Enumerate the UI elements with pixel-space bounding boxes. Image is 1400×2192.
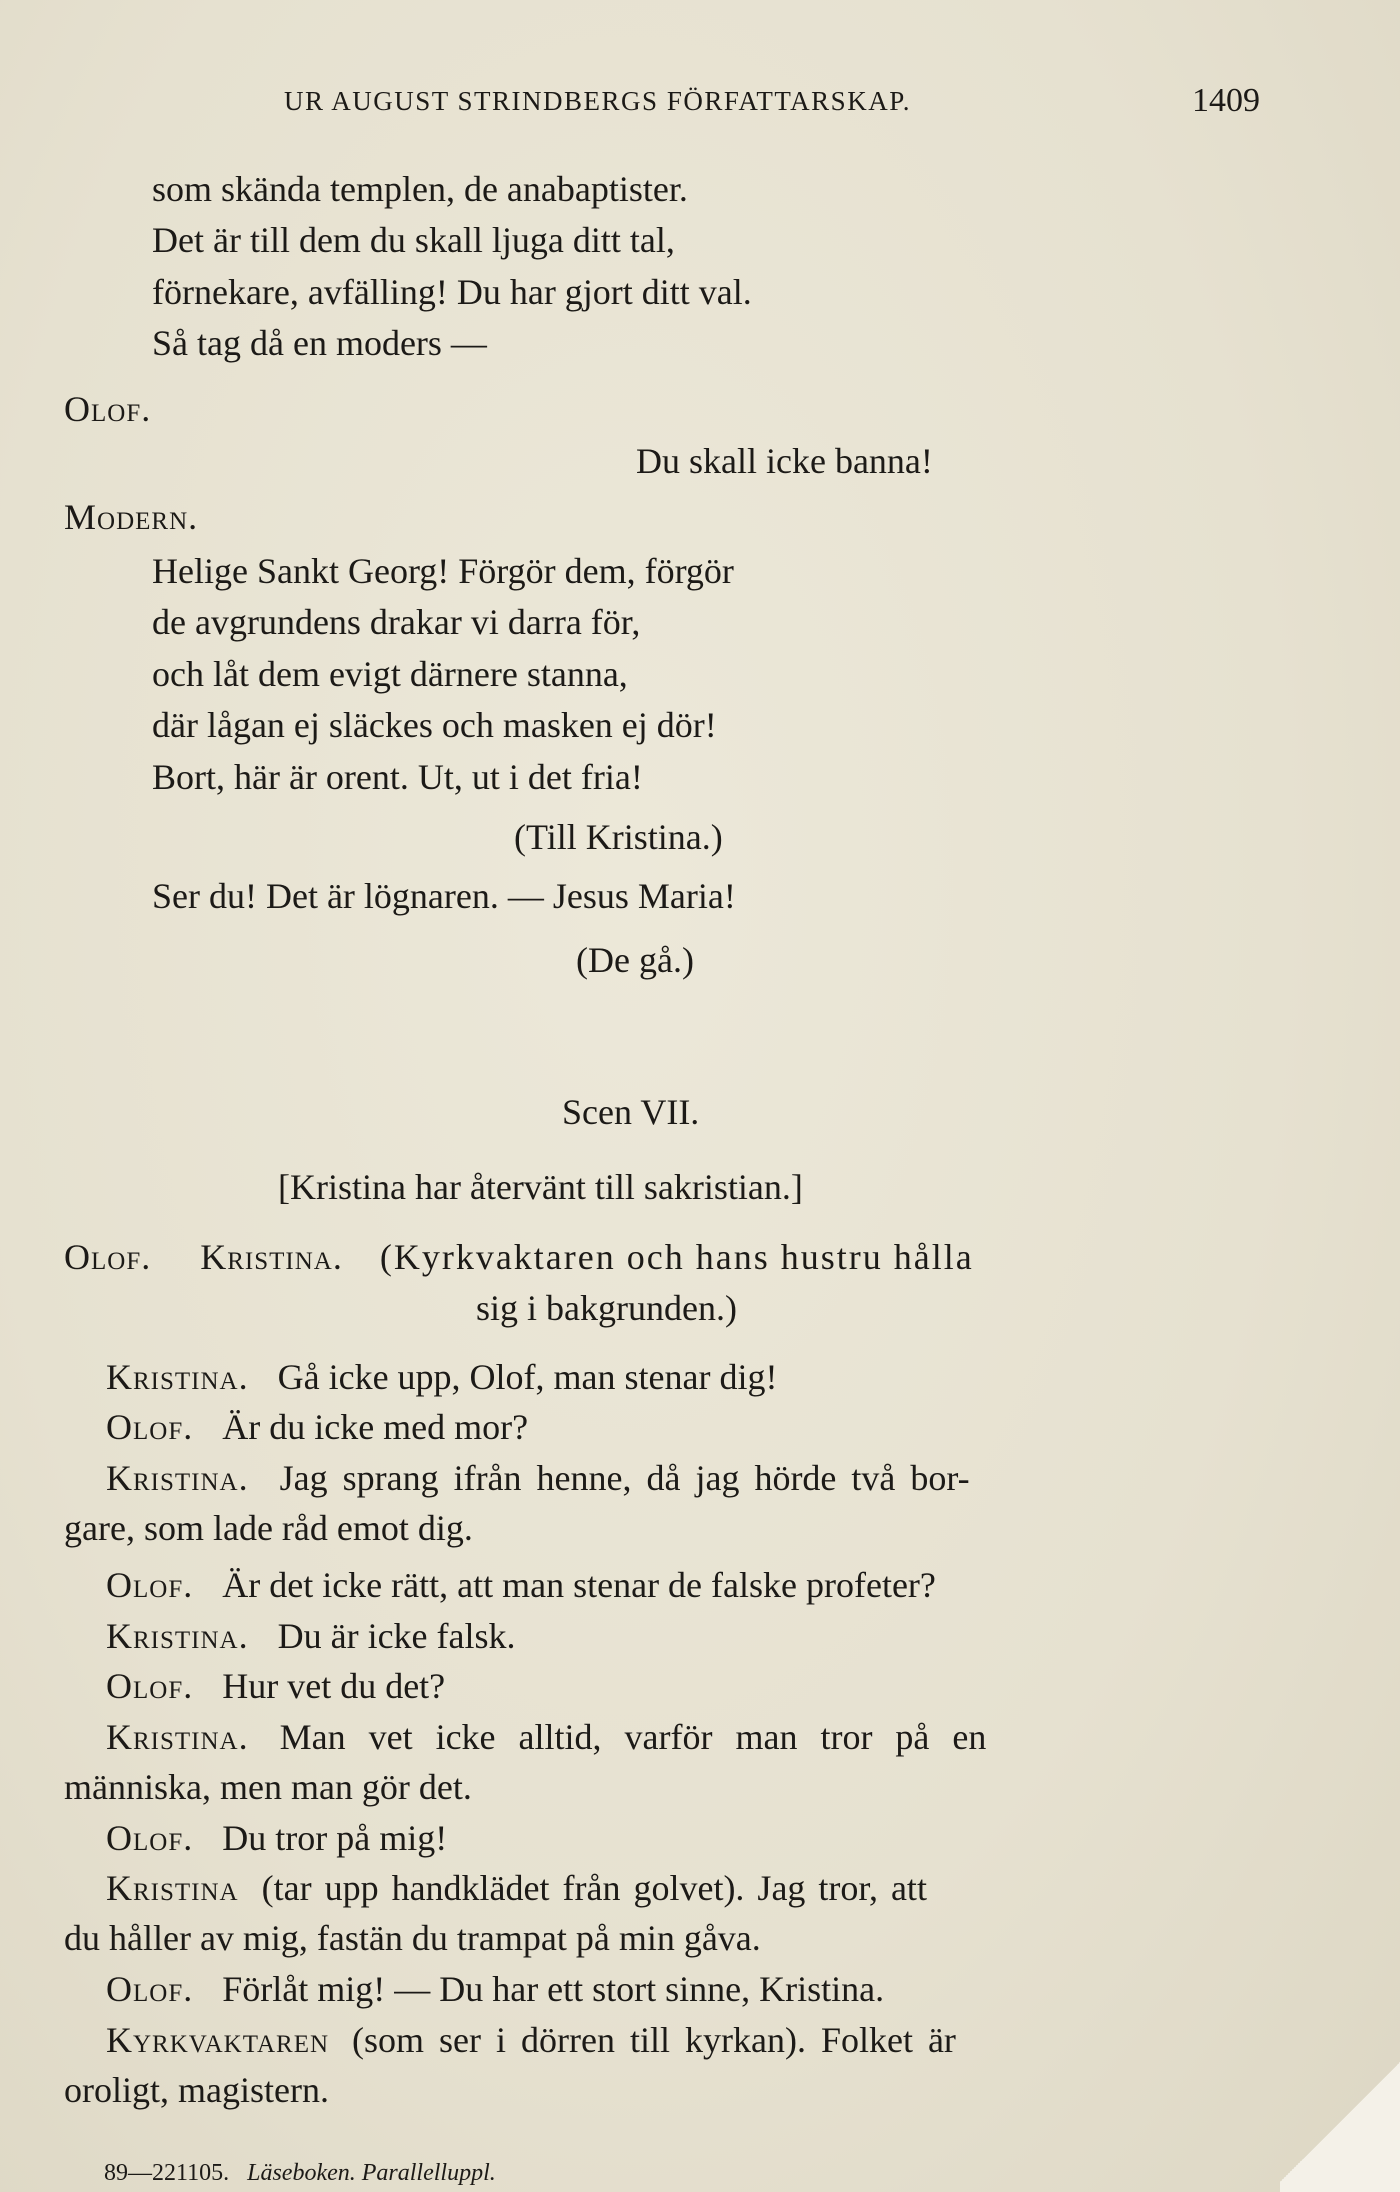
- dialogue-text: Jag sprang ifrån henne, då jag hörde två bor-: [279, 1458, 970, 1498]
- speaker-name: Olof.: [106, 1407, 194, 1447]
- speaker-name: Kristina.: [106, 1357, 249, 1397]
- stage-direction: sig i bakgrunden.): [476, 1288, 737, 1328]
- dialogue-line: [106, 1560, 936, 1610]
- speaker-name: Kristina.: [200, 1237, 343, 1277]
- dialogue-line: [106, 2015, 956, 2065]
- speaker-name: Olof.: [64, 1237, 152, 1277]
- dialogue-text: Är du icke med mor?: [222, 1407, 529, 1447]
- verse-line: som skända templen, de anabaptister.: [152, 169, 688, 209]
- dialogue-line: [106, 1863, 927, 1913]
- dialogue-line: [106, 1453, 970, 1503]
- dialogue-line: [106, 1661, 445, 1711]
- scene-title: Scen VII.: [562, 1092, 700, 1132]
- stage-direction: (Kyrkvaktaren och hans hustru hålla: [379, 1237, 974, 1277]
- cast-line: [64, 1232, 1254, 1282]
- dialogue-text: (tar upp handklädet från golvet). Jag tror, att: [261, 1868, 927, 1908]
- speaker-name: Olof.: [106, 1969, 194, 2009]
- verse-line: Du skall icke banna!: [636, 441, 933, 481]
- speaker-name: Olof.: [106, 1565, 194, 1605]
- page-corner-fold: [1280, 2052, 1400, 2192]
- speaker-name: Kristina.: [106, 1458, 249, 1498]
- footer-title: Läseboken. Parallelluppl.: [247, 2160, 496, 2186]
- verse-line: Ser du! Det är lögnaren. — Jesus Maria!: [152, 876, 736, 916]
- dialogue-line: [106, 1352, 777, 1402]
- verse-line: Bort, här är orent. Ut, ut i det fria!: [152, 757, 643, 797]
- dialogue-text: människa, men man gör det.: [64, 1767, 472, 1807]
- speaker-name: Olof.: [106, 1666, 194, 1706]
- speaker-name: Kristina.: [106, 1616, 249, 1656]
- dialogue-text: Gå icke upp, Olof, man stenar dig!: [277, 1357, 778, 1397]
- page-number: 1409: [1192, 82, 1260, 119]
- verse-line: förnekare, avfälling! Du har gjort ditt val.: [152, 272, 752, 312]
- dialogue-text: Du är icke falsk.: [277, 1616, 516, 1656]
- speaker-name: Olof.: [64, 389, 152, 429]
- page-footer: [104, 2160, 496, 2187]
- dialogue-line: [106, 1964, 884, 2014]
- verse-line: Så tag då en moders —: [152, 323, 487, 363]
- dialogue-text: du håller av mig, fastän du trampat på min gåva.: [64, 1918, 761, 1958]
- scene-note: [Kristina har återvänt till sakristian.]: [278, 1167, 803, 1207]
- dialogue-line: [106, 1813, 447, 1863]
- dialogue-text: gare, som lade råd emot dig.: [64, 1508, 473, 1548]
- speaker-name: Kyrkvaktaren: [106, 2020, 330, 2060]
- speaker-name: Kristina.: [106, 1717, 249, 1757]
- dialogue-line: [106, 1611, 516, 1661]
- dialogue-line: [106, 1402, 528, 1452]
- dialogue-text: Förlåt mig! — Du har ett stort sinne, Kristina.: [222, 1969, 885, 2009]
- dialogue-text: (som ser i dörren till kyrkan). Folket är: [352, 2020, 956, 2060]
- verse-line: Helige Sankt Georg! Förgör dem, förgör: [152, 551, 734, 591]
- stage-direction: (Till Kristina.): [514, 817, 723, 857]
- verse-line: de avgrundens drakar vi darra för,: [152, 602, 641, 642]
- page-header: [270, 82, 1260, 126]
- dialogue-text: Hur vet du det?: [222, 1666, 446, 1706]
- verse-line: Det är till dem du skall ljuga ditt tal,: [152, 220, 675, 260]
- footer-number: 89—221105.: [104, 2160, 230, 2186]
- running-title: UR AUGUST STRINDBERGS FÖRFATTARSKAP.: [284, 86, 911, 116]
- dialogue-text: Är det icke rätt, att man stenar de falske profeter?: [222, 1565, 936, 1605]
- verse-line: där lågan ej släckes och masken ej dör!: [152, 705, 717, 745]
- speaker-name: Olof.: [106, 1818, 194, 1858]
- verse-line: och låt dem evigt därnere stanna,: [152, 654, 628, 694]
- dialogue-text: oroligt, magistern.: [64, 2070, 329, 2110]
- speaker-name: Modern.: [64, 497, 199, 537]
- speaker-name: Kristina: [106, 1868, 239, 1908]
- stage-direction: (De gå.): [576, 940, 694, 980]
- dialogue-text: Du tror på mig!: [222, 1818, 448, 1858]
- dialogue-line: [106, 1712, 986, 1762]
- dialogue-text: Man vet icke alltid, varför man tror på en: [279, 1717, 987, 1757]
